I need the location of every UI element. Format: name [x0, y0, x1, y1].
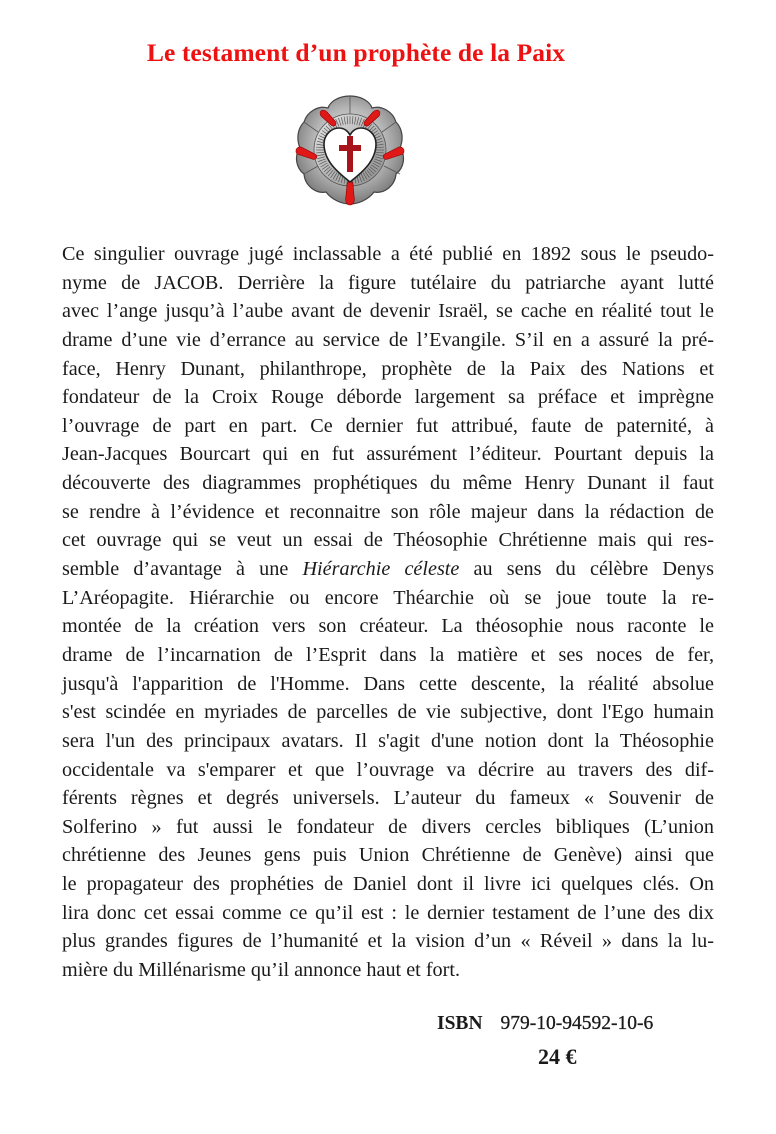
isbn-number: 979-10-94592-10-6 — [500, 1013, 654, 1034]
blurb-line: Ce singulier ouvrage jugé inclassable a été publié en 1892 sous le pseudo- — [62, 243, 714, 265]
blurb-line: nyme de JACOB. Derrière la figure tutélaire du patriarche ayant lutté — [62, 271, 714, 294]
blurb-line-last: mière du Millénarisme qu’il annonce haut et fort. — [62, 959, 461, 982]
blurb-line: drame de l’incarnation de l’Esprit dans la matière et ses noces de fer, — [62, 643, 714, 666]
blurb-line: férents règnes et degrés universels. L’auteur du fameux « Souvenir de — [62, 787, 714, 810]
price: 24 € — [538, 1044, 577, 1069]
blurb-line: lira donc cet essai comme ce qu’il est : le dernier testament de l’une des dix — [62, 901, 714, 924]
blurb-line: jusqu'à l'apparition de l'Homme. Dans cette descente, la réalité absolue — [62, 672, 714, 695]
isbn-label: ISBN — [437, 1013, 483, 1034]
blurb-line: L’Aréopagite. Hiérarchie ou encore Théarchie où se joue toute la re- — [62, 586, 714, 609]
blurb-line: s'est scindée en myriades de parcelles de vie subjective, dont l'Ego humain — [62, 701, 714, 724]
blurb-line: l’ouvrage de part en part. Ce dernier fut attribué, faute de paternité, à — [62, 414, 714, 437]
blurb-line: se rendre à l’évidence et reconnaitre son rôle majeur dans la rédaction de — [62, 500, 714, 523]
blurb-line: sera l'un des principaux avatars. Il s'agit d'une notion dont la Théosophie — [62, 729, 714, 752]
blurb-text: semble d’avantage à une — [62, 558, 303, 581]
blurb-line: drame d’une vie d’errance au service de l’Evangile. S’il en a assuré la pré- — [62, 328, 714, 351]
blurb-line: découverte des diagrammes prophétiques du même Henry Dunant il faut — [62, 472, 714, 495]
blurb-line: occidentale va s'emparer et que l’ouvrage va décrire au travers des dif- — [62, 758, 714, 781]
blurb-line: plus grandes figures de l’humanité et la vision d’un « Réveil » dans la lu- — [62, 930, 714, 953]
back-cover-blurb — [62, 240, 714, 985]
blurb-line: montée de la création vers son créateur. La théosophie nous raconte le — [62, 615, 714, 638]
book-title — [0, 38, 776, 68]
blurb-line: avec l’ange jusqu’à l’aube avant de devenir Israël, se cache en réalité tout le — [62, 300, 714, 323]
blurb-line: chrétienne des Jeunes gens puis Union Chrétienne de Genève) ainsi que — [62, 844, 714, 867]
isbn-block — [437, 1013, 653, 1035]
luther-rose-icon — [292, 92, 408, 208]
italic-title-hierarchie-celeste: Hiérarchie céleste — [302, 558, 460, 581]
book-title-text: Le testament d’un prophète de la Paix — [146, 38, 566, 67]
blurb-text: au sens du célèbre Denys — [459, 558, 715, 581]
blurb-line: Jean-Jacques Bourcart qui en fut assurément l’éditeur. Pourtant depuis la — [62, 443, 714, 466]
blurb-line: fondateur de la Croix Rouge déborde largement sa préface et imprègne — [62, 386, 714, 409]
blurb-line: cet ouvrage qui se veut un essai de Théosophie Chrétienne mais qui res- — [62, 529, 714, 552]
blurb-line: face, Henry Dunant, philanthrope, prophète de la Paix des Nations et — [62, 357, 714, 380]
blurb-line: le propagateur des prophéties de Daniel dont il livre ici quelques clés. On — [62, 873, 714, 896]
blurb-line — [62, 555, 714, 584]
blurb-line: Solferino » fut aussi le fondateur de divers cercles bibliques (L’union — [62, 815, 714, 838]
